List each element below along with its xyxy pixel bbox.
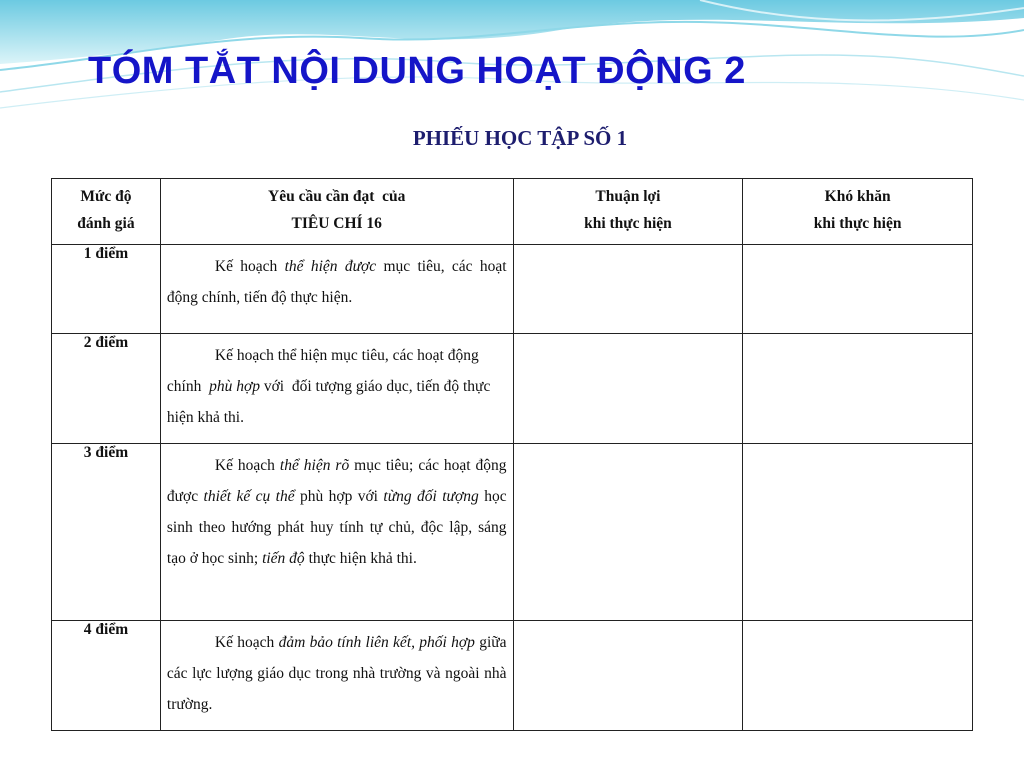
difficulties-cell[interactable] (743, 334, 973, 444)
emphasis-text: từng đối tượng (383, 488, 479, 505)
requirement-run: phù hợp với (294, 488, 384, 505)
score-cell: 1 điểm (52, 245, 161, 334)
slide-title: TÓM TẮT NỘI DUNG HOẠT ĐỘNG 2 (88, 50, 746, 92)
advantages-cell[interactable] (513, 245, 743, 334)
header-difficulties-line2: khi thực hiện (813, 215, 902, 232)
table-header-row (52, 179, 973, 245)
requirement-run: giữa các lực lượng giáo dục trong nhà trường và ngoài nhà trường. (166, 634, 507, 713)
header-requirements-line1: Yêu cầu cần đạt của (268, 188, 406, 205)
emphasis-text: thể hiện được (284, 258, 377, 275)
table-row-4 (52, 621, 973, 731)
advantages-cell[interactable] (513, 444, 743, 621)
emphasis-text: đảm bảo tính liên kết, phối hợp (278, 634, 475, 651)
score-cell: 2 điểm (52, 334, 161, 444)
emphasis-text: thể hiện rõ (279, 457, 350, 474)
requirement-run: học sinh theo hướng phát huy tính tự chủ, độc lập, sáng tạo ở học sinh; (166, 488, 507, 567)
header-requirements (160, 179, 513, 245)
header-advantages-line2: khi thực hiện (584, 215, 672, 232)
requirement-run: Kế hoạch (214, 258, 285, 275)
emphasis-text: tiến độ (262, 550, 305, 567)
header-difficulties (743, 179, 973, 245)
requirement-cell (160, 334, 513, 444)
worksheet-table (51, 178, 973, 731)
slide-subtitle: PHIẾU HỌC TẬP SỐ 1 (412, 126, 628, 150)
requirement-cell (160, 245, 513, 334)
emphasis-text: phù hợp (209, 378, 260, 395)
header-level-line1: Mức độ (80, 188, 132, 205)
requirement-run: Kế hoạch (214, 457, 280, 474)
difficulties-cell[interactable] (743, 621, 973, 731)
requirement-text (167, 457, 507, 567)
difficulties-cell[interactable] (743, 444, 973, 621)
score-cell: 4 điểm (52, 621, 161, 731)
requirement-cell (160, 444, 513, 621)
requirement-text (167, 634, 507, 713)
header-level-line2: đánh giá (77, 215, 135, 232)
requirement-run: Kế hoạch thể hiện mục tiêu, các hoạt động chính (166, 347, 483, 395)
advantages-cell[interactable] (513, 621, 743, 731)
header-difficulties-line1: Khó khăn (824, 188, 891, 205)
emphasis-text: thiết kế cụ thể (203, 488, 295, 505)
requirement-run: Kế hoạch (214, 634, 279, 651)
header-requirements-line2: TIÊU CHÍ 16 (291, 215, 382, 232)
requirement-run: mục tiêu; các hoạt động được (166, 457, 507, 505)
header-advantages-line1: Thuận lợi (595, 188, 661, 205)
requirement-run: với đối tượng giáo dục, tiến độ thực hiện khả thi. (166, 378, 495, 426)
header-level (52, 179, 161, 245)
table-row-1 (52, 245, 973, 334)
requirement-text (167, 258, 507, 306)
advantages-cell[interactable] (513, 334, 743, 444)
requirement-run: thực hiện khả thi. (304, 550, 417, 567)
requirement-text (167, 347, 494, 426)
table-row-2 (52, 334, 973, 444)
requirement-cell (160, 621, 513, 731)
table-row-3 (52, 444, 973, 621)
difficulties-cell[interactable] (743, 245, 973, 334)
score-cell: 3 điểm (52, 444, 161, 621)
requirement-run: mục tiêu, các hoạt động chính, tiến độ thực hiện. (166, 258, 507, 306)
header-advantages (513, 179, 743, 245)
